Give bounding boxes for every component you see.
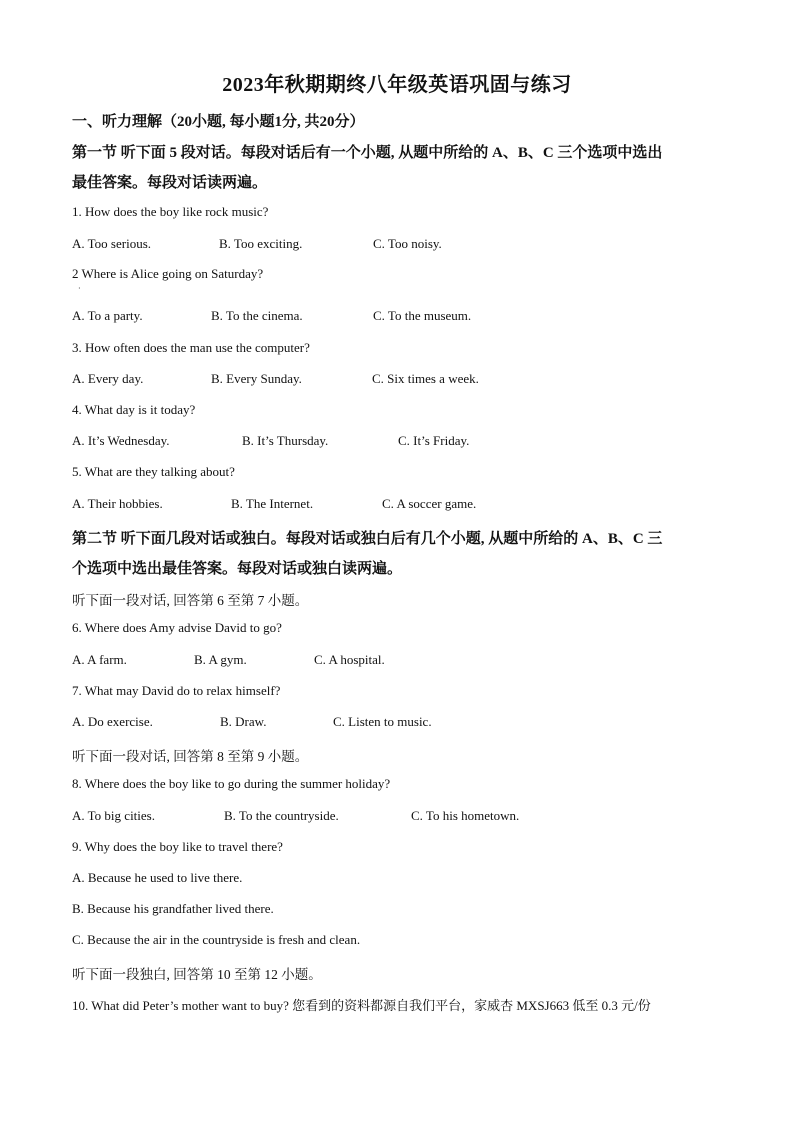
instruction-q8-9: 听下面一段对话, 回答第 8 至第 9 小题。 — [72, 749, 309, 764]
page-title: 2023年秋期期终八年级英语巩固与练习 — [222, 74, 572, 96]
question-10: 10. What did Peter’s mother want to buy? 您看到的资料都源自我们平台，家威杏 MXSJ663 低至 0.3 元/份 — [72, 998, 651, 1013]
q6-option-a: A. A farm. — [72, 652, 127, 667]
q7-option-b: B. Draw. — [220, 714, 267, 729]
q1-option-b: B. Too exciting. — [219, 236, 303, 251]
q8-option-a: A. To big cities. — [72, 808, 155, 823]
question-9: 9. Why does the boy like to travel there? — [72, 839, 283, 854]
section2-instruction-line2: 个选项中选出最佳答案。每段对话或独白读两遍。 — [72, 561, 403, 577]
q4-option-a: A. It’s Wednesday. — [72, 433, 170, 448]
q1-option-c: C. Too noisy. — [373, 236, 442, 251]
question-6: 6. Where does Amy advise David to go? — [72, 620, 282, 635]
q9-option-c: C. Because the air in the countryside is fresh and clean. — [72, 932, 361, 947]
question-2: 2 Where is Alice going on Saturday? — [72, 266, 264, 281]
q6-option-c: C. A hospital. — [314, 652, 385, 667]
question-4: 4. What day is it today? — [72, 402, 196, 417]
q1-option-a: A. Too serious. — [72, 236, 152, 251]
q9-option-a: A. Because he used to live there. — [72, 870, 243, 885]
q2-option-a: A. To a party. — [72, 308, 143, 323]
q4-option-b: B. It’s Thursday. — [242, 433, 329, 448]
q5-option-a: A. Their hobbies. — [72, 496, 163, 511]
q6-option-b: B. A gym. — [194, 652, 247, 667]
section1-instruction-line1: 第一节 听下面 5 段对话。每段对话后有一个小题, 从题中所给的 A、B、C 三个选项中选出 — [72, 145, 663, 161]
q2-option-c: C. To the museum. — [373, 308, 472, 323]
instruction-q10-12: 听下面一段独白, 回答第 10 至第 12 小题。 — [72, 967, 322, 982]
q7-option-c: C. Listen to music. — [333, 714, 432, 729]
question-8: 8. Where does the boy like to go during the summer holiday? — [72, 776, 391, 791]
q5-option-c: C. A soccer game. — [382, 496, 477, 511]
part1-heading: 一、听力理解（20小题, 每小题1分, 共20分） — [72, 114, 365, 130]
q2-option-b: B. To the cinema. — [211, 308, 303, 323]
section2-instruction-line1: 第二节 听下面几段对话或独白。每段对话或独白后有几个小题, 从题中所给的 A、B、C 三 — [72, 531, 663, 547]
q3-option-a: A. Every day. — [72, 371, 144, 386]
q8-option-b: B. To the countryside. — [224, 808, 339, 823]
question-1: 1. How does the boy like rock music? — [72, 204, 269, 219]
q8-option-c: C. To his hometown. — [411, 808, 520, 823]
q5-option-b: B. The Internet. — [231, 496, 314, 511]
instruction-q6-7: 听下面一段对话, 回答第 6 至第 7 小题。 — [72, 593, 309, 608]
q4-option-c: C. It’s Friday. — [398, 433, 470, 448]
q9-option-b: B. Because his grandfather lived there. — [72, 901, 274, 916]
q3-option-c: C. Six times a week. — [372, 371, 479, 386]
question-7: 7. What may David do to relax himself? — [72, 683, 281, 698]
stray-dot: · — [78, 284, 81, 293]
question-5: 5. What are they talking about? — [72, 464, 235, 479]
q7-option-a: A. Do exercise. — [72, 714, 153, 729]
q3-option-b: B. Every Sunday. — [211, 371, 302, 386]
question-3: 3. How often does the man use the computer? — [72, 340, 310, 355]
section1-instruction-line2: 最佳答案。每段对话读两遍。 — [72, 175, 268, 191]
